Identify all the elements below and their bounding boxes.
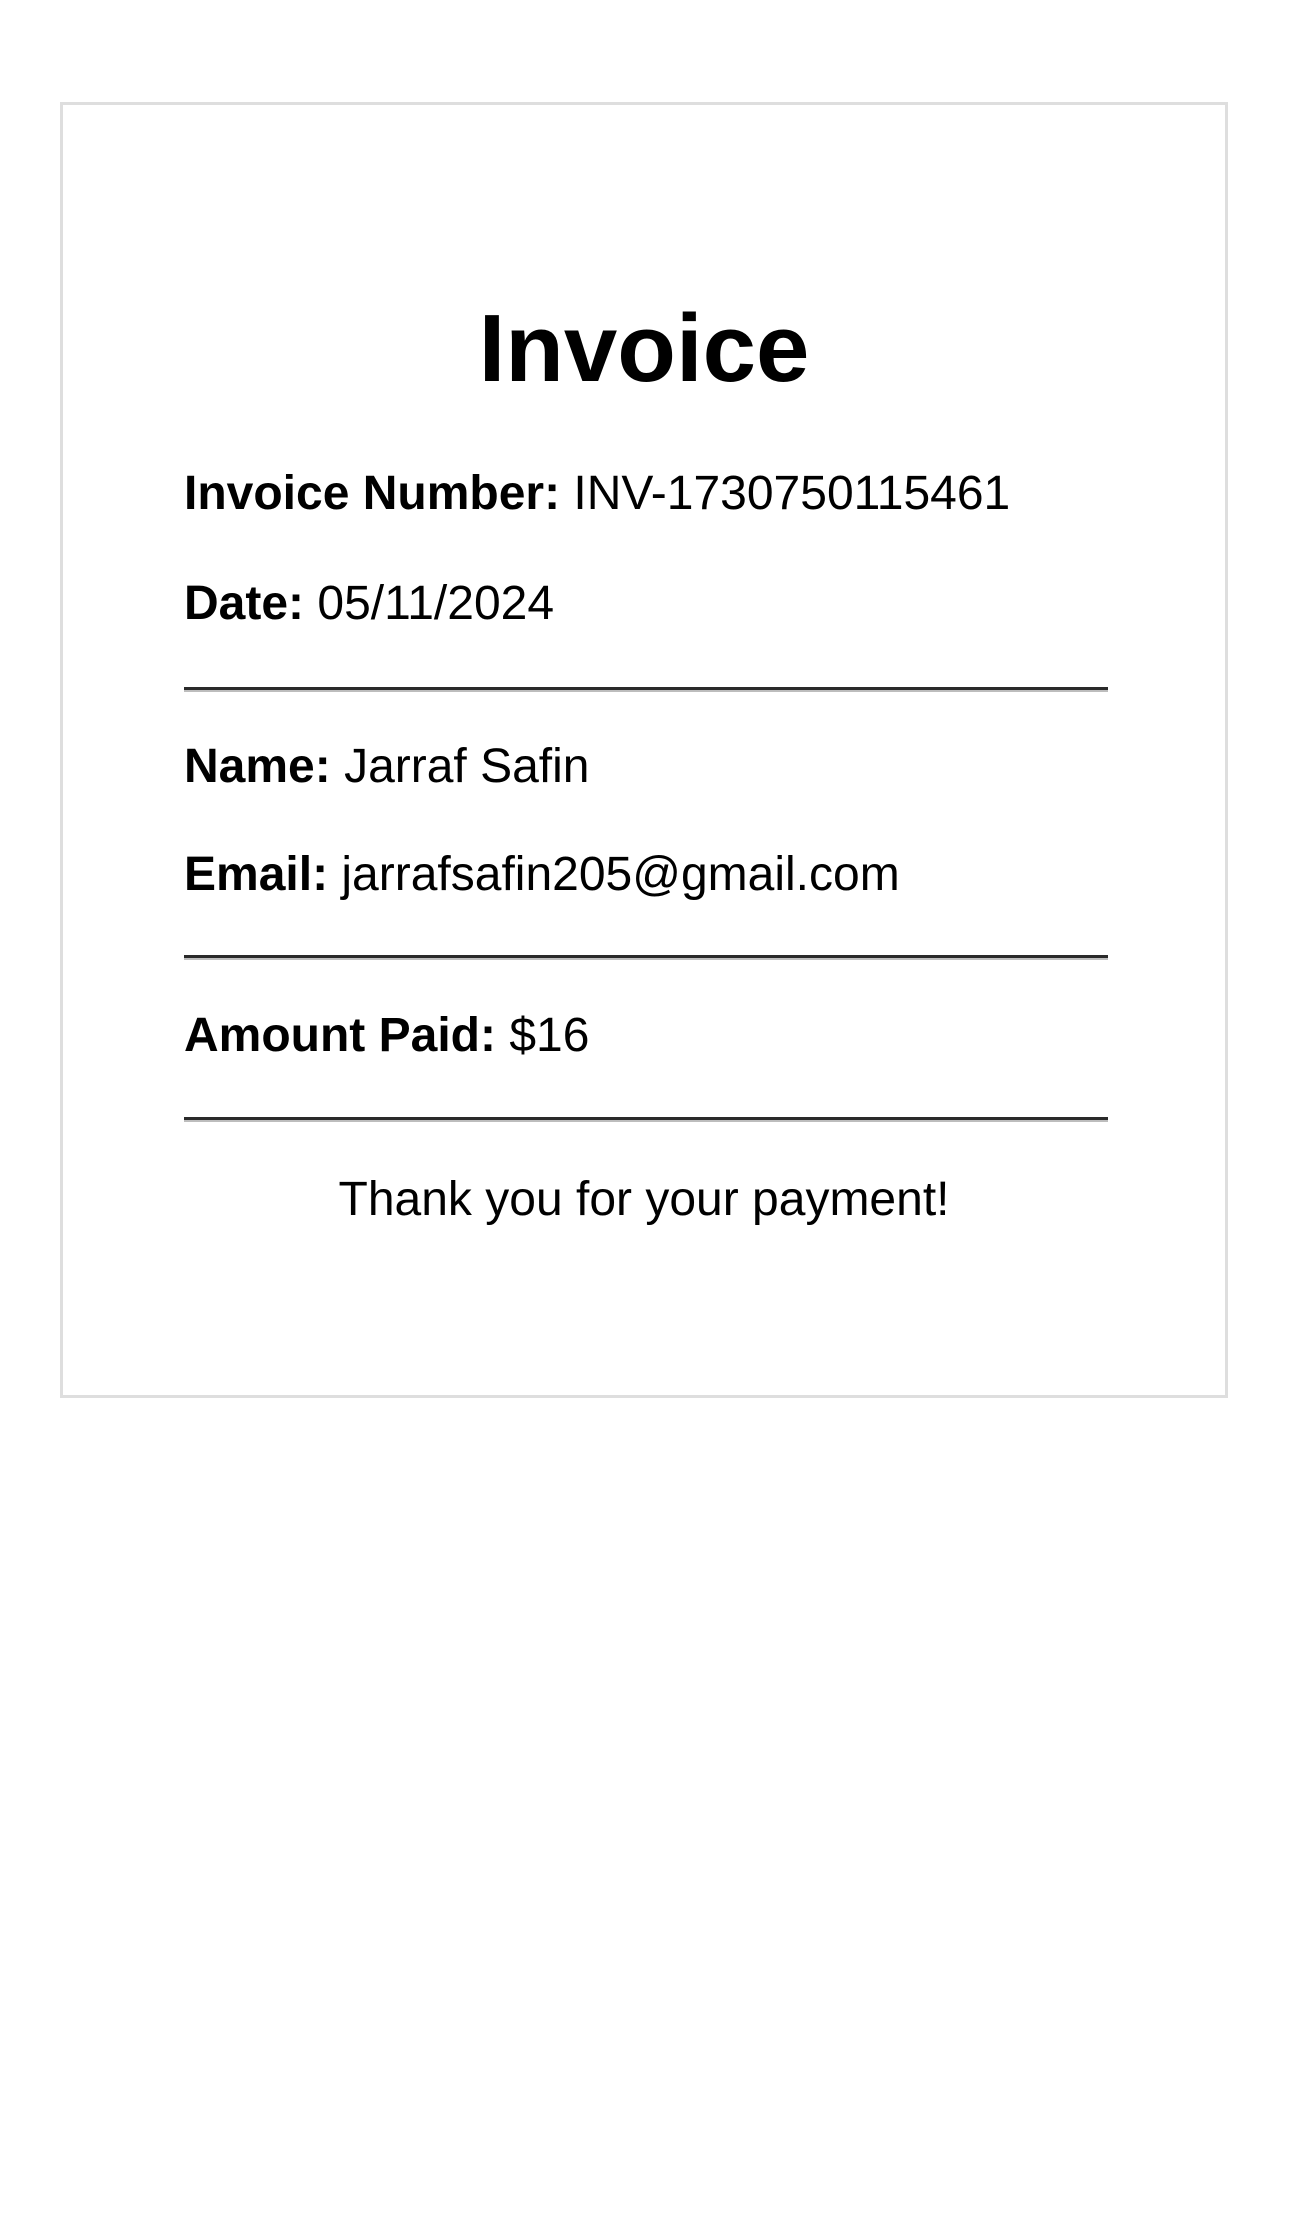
invoice-card bbox=[60, 102, 1228, 1398]
invoice-title: Invoice bbox=[478, 295, 810, 402]
thank-you-message: Thank you for your payment! bbox=[338, 1173, 950, 1226]
divider bbox=[184, 1117, 1108, 1122]
invoice-number-label: Invoice Number: bbox=[184, 467, 561, 520]
invoice-number-value: INV-1730750115461 bbox=[573, 467, 1011, 520]
customer-email-value: jarrafsafin205@gmail.com bbox=[341, 848, 900, 901]
invoice-number-row bbox=[184, 467, 1011, 520]
invoice-date-label: Date: bbox=[184, 577, 305, 630]
customer-name-label: Name: bbox=[184, 740, 331, 793]
divider bbox=[184, 955, 1108, 960]
customer-name-value: Jarraf Safin bbox=[344, 740, 590, 793]
invoice-date-value: 05/11/2024 bbox=[317, 577, 555, 630]
amount-paid-value: $16 bbox=[509, 1009, 590, 1062]
customer-name-row bbox=[184, 740, 590, 793]
customer-email-row bbox=[184, 848, 900, 901]
amount-paid-label: Amount Paid: bbox=[184, 1009, 496, 1062]
customer-email-label: Email: bbox=[184, 848, 329, 901]
invoice-date-row bbox=[184, 577, 555, 630]
divider bbox=[184, 687, 1108, 692]
amount-paid-row bbox=[184, 1009, 590, 1062]
